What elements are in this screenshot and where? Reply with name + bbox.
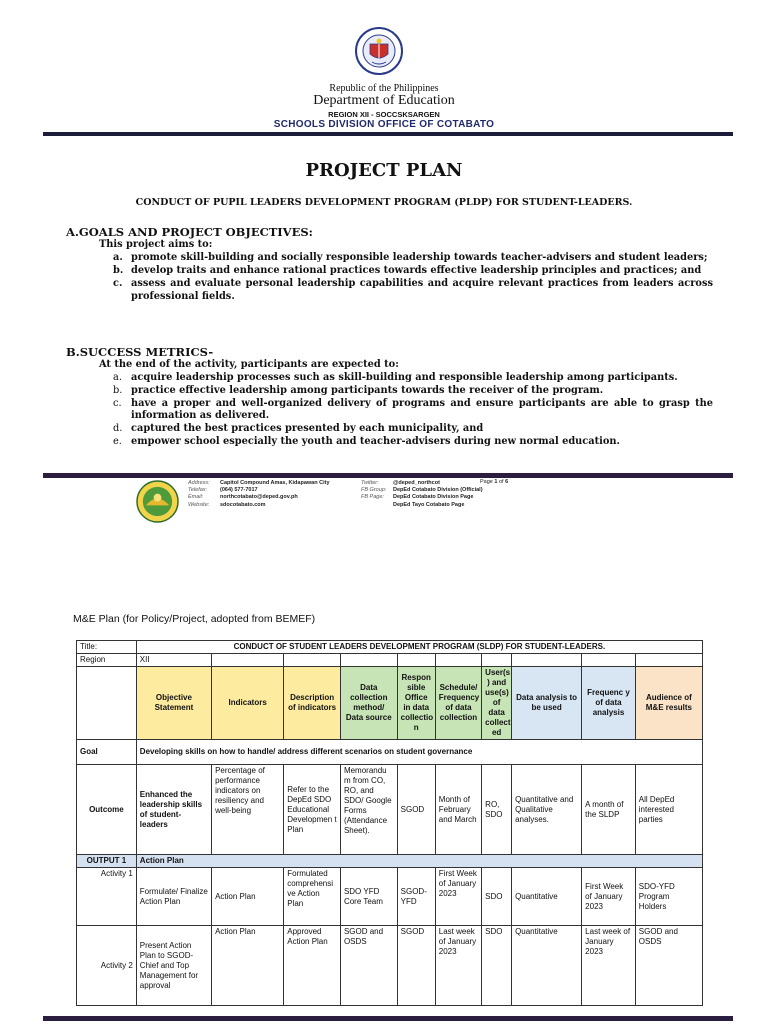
page-total: 6 xyxy=(505,479,509,485)
col-analysis: Data analysis to be used xyxy=(512,667,582,740)
outcome-data-collection: Memorandu m from CO, RO, and SDO/ Google Forms (Attendance Sheet). xyxy=(340,765,397,855)
activity1-analysis: Quantitative xyxy=(512,868,582,926)
col-data-collection: Data collection method/ Data source xyxy=(340,667,397,740)
list-marker: a. xyxy=(113,372,122,383)
activity1-description: Formulated comprehensi ve Action Plan xyxy=(284,868,341,926)
page-title: PROJECT PLAN xyxy=(305,160,463,181)
list-item-text: acquire leadership processes such as skill-building and responsible leadership among participants. xyxy=(131,372,678,383)
list-marker: e. xyxy=(113,435,122,447)
activity1-responsible: SGOD-YFD xyxy=(397,868,435,926)
table-row xyxy=(77,641,703,654)
table-header-row xyxy=(77,667,703,740)
list-item xyxy=(113,423,713,436)
activity1-label: Activity 1 xyxy=(77,868,137,926)
list-item xyxy=(113,251,713,264)
activity2-label: Activity 2 xyxy=(77,926,137,1006)
footer-fb-page-2[interactable]: DepEd Tayo Cotabato Page xyxy=(393,501,465,508)
footer-label: FB Page: xyxy=(361,494,384,501)
outcome-responsible: SGOD xyxy=(397,765,435,855)
list-marker: b. xyxy=(113,384,123,396)
output1-label: OUTPUT 1 xyxy=(77,855,137,868)
activity2-description: Approved Action Plan xyxy=(284,926,341,1006)
section-b-heading: B.SUCCESS METRICS- xyxy=(66,345,214,359)
col-frequency: Frequenc y of data analysis xyxy=(582,667,636,740)
activity2-analysis: Quantitative xyxy=(512,926,582,1006)
outcome-label: Outcome xyxy=(77,765,137,855)
me-plan-table xyxy=(76,640,703,1006)
section-a-list xyxy=(113,251,713,303)
outcome-description: Refer to the DepEd SDO Educational Developmen t Plan xyxy=(284,765,341,855)
list-item-text: assess and evaluate personal leadership capabilities and acquire relevant practices from leaders across professional fields. xyxy=(131,278,713,302)
header-region: REGION XII - SOCCSKSARGEN xyxy=(328,110,440,119)
list-marker: b. xyxy=(113,265,124,276)
outcome-indicators: Percentage of performance indicators on resiliency and well-being xyxy=(212,765,284,855)
list-item xyxy=(113,372,713,385)
empty-cell xyxy=(212,654,284,667)
page-word: Page xyxy=(480,479,493,485)
footer-fb-group[interactable]: DepEd Cotabato Division (Official) xyxy=(393,487,483,494)
footer-twitter[interactable]: @deped_northcot xyxy=(393,480,440,486)
activity1-objective: Formulate/ Finalize Action Plan xyxy=(136,868,211,926)
list-item xyxy=(113,385,713,398)
region-value: XII xyxy=(136,654,211,667)
activity2-users: SDO xyxy=(482,926,512,1006)
table-row xyxy=(77,654,703,667)
activity1-users: SDO xyxy=(482,868,512,926)
list-item xyxy=(113,264,713,277)
list-item-text: develop traits and enhance rational practices towards effective leadership principles and practices; and xyxy=(131,265,702,276)
footer-email[interactable]: northcotabato@deped.gov.ph xyxy=(220,494,298,501)
outcome-objective: Enhanced the leadership skills of student-leaders xyxy=(136,765,211,855)
empty-cell xyxy=(397,654,435,667)
section-b-list xyxy=(113,372,713,449)
footer-contact-left xyxy=(188,480,330,509)
empty-cell xyxy=(435,654,481,667)
empty-cell xyxy=(77,667,137,740)
output1-text: Action Plan xyxy=(136,855,702,868)
page-subtitle: CONDUCT OF PUPIL LEADERS DEVELOPMENT PROGRAM (PLDP) FOR STUDENT-LEADERS. xyxy=(135,197,633,208)
goal-row xyxy=(77,740,703,765)
footer-address: Capitol Compound Amas, Kidapawan City xyxy=(220,480,330,486)
empty-cell xyxy=(284,654,341,667)
outcome-audience: All DepEd interested parties xyxy=(635,765,702,855)
activity2-indicators: Action Plan xyxy=(212,926,284,1006)
empty-cell xyxy=(512,654,582,667)
page-of: of xyxy=(498,479,504,485)
list-item-text: promote skill-building and socially responsible leadership towards teacher-advisers and student leaders; xyxy=(131,252,708,263)
activity1-frequency: First Week of January 2023 xyxy=(582,868,636,926)
footer-contact-right xyxy=(361,480,483,509)
list-item-text: captured the best practices presented by each municipality, and xyxy=(131,423,484,435)
activity2-responsible: SGOD xyxy=(397,926,435,1006)
bottom-divider xyxy=(43,1016,733,1021)
list-marker: d. xyxy=(113,423,123,435)
col-responsible: Respon sible Office in data collectio n xyxy=(397,667,435,740)
list-item xyxy=(113,398,713,424)
section-a-heading: A.GOALS AND PROJECT OBJECTIVES: xyxy=(66,225,313,239)
title-label: Title: xyxy=(77,641,137,654)
section-b-intro: At the end of the activity, participants are expected to: xyxy=(99,359,399,370)
outcome-frequency: A month of the SLDP xyxy=(582,765,636,855)
section-a-intro: This project aims to: xyxy=(99,239,213,250)
region-label: Region xyxy=(77,654,137,667)
empty-cell xyxy=(582,654,636,667)
list-item xyxy=(113,277,713,303)
empty-cell xyxy=(635,654,702,667)
outcome-schedule: Month of February and March xyxy=(435,765,481,855)
list-item-text: practice effective leadership among participants towards the receiver of the program. xyxy=(131,384,604,396)
header-divider xyxy=(43,132,733,136)
activity1-audience: SDO-YFD Program Holders xyxy=(635,868,702,926)
title-value: CONDUCT OF STUDENT LEADERS DEVELOPMENT PROGRAM (SLDP) FOR STUDENT-LEADERS. xyxy=(136,641,702,654)
activity2-objective: Present Action Plan to SGOD-Chief and Top Management for approval xyxy=(136,926,211,1006)
list-item xyxy=(113,436,713,449)
activity1-data-collection: SDO YFD Core Team xyxy=(340,868,397,926)
list-marker: a. xyxy=(113,252,123,263)
goal-text: Developing skills on how to handle/ address different scenarios on student governance xyxy=(136,740,702,765)
col-audience: Audience of M&E results xyxy=(635,667,702,740)
footer-label: Telefax: xyxy=(188,487,208,494)
col-description: Description of indicators xyxy=(284,667,341,740)
footer-label: Twitter: xyxy=(361,480,379,486)
outcome-users: RO, SDO xyxy=(482,765,512,855)
division-logo-icon xyxy=(136,480,179,523)
footer-website[interactable]: sdocotabato.com xyxy=(220,501,266,508)
activity1-schedule: First Week of January 2023 xyxy=(435,868,481,926)
col-objective: Objective Statement xyxy=(136,667,211,740)
me-plan-heading: M&E Plan (for Policy/Project, adopted from BEMEF) xyxy=(73,613,316,625)
outcome-row xyxy=(77,765,703,855)
list-item-text: have a proper and well-organized delivery of programs and ensure participants are able to grasp the information as delivered. xyxy=(131,397,713,422)
list-item-text: empower school especially the youth and teacher-advisers during new normal education. xyxy=(131,435,620,447)
header-department: Department of Education xyxy=(313,93,455,108)
footer-label: Email: xyxy=(188,494,204,501)
list-marker: c. xyxy=(113,397,122,409)
outcome-analysis: Quantitative and Qualitative analyses. xyxy=(512,765,582,855)
header-division: SCHOOLS DIVISION OFFICE OF COTABATO xyxy=(273,119,495,130)
activity2-audience: SGOD and OSDS xyxy=(635,926,702,1006)
page-num: 1 xyxy=(494,479,498,485)
header-republic: Republic of the Philippines xyxy=(329,83,439,94)
col-indicators: Indicators xyxy=(212,667,284,740)
footer-label: FB Group: xyxy=(361,487,387,494)
empty-cell xyxy=(340,654,397,667)
footer-label: Website: xyxy=(188,501,210,508)
footer-divider xyxy=(43,473,733,478)
activity1-indicators: Action Plan xyxy=(212,868,284,926)
col-schedule: Schedule/ Frequency of data collection xyxy=(435,667,481,740)
activity2-schedule: Last week of January 2023 xyxy=(435,926,481,1006)
goal-label: Goal xyxy=(77,740,137,765)
deped-seal-icon xyxy=(354,26,404,76)
activity2-frequency: Last week of January 2023 xyxy=(582,926,636,1006)
output1-row xyxy=(77,855,703,868)
col-users: User(s ) and use(s) of data collect ed xyxy=(482,667,512,740)
footer-telefax: (064) 577-7017 xyxy=(220,487,258,494)
empty-cell xyxy=(482,654,512,667)
footer-page-number xyxy=(480,479,508,486)
list-marker: c. xyxy=(113,278,123,289)
activity1-row xyxy=(77,868,703,926)
footer-label: Address: xyxy=(188,480,210,486)
activity2-data-collection: SGOD and OSDS xyxy=(340,926,397,1006)
activity2-row xyxy=(77,926,703,1006)
footer-fb-page[interactable]: DepEd Cotabato Division Page xyxy=(393,494,474,501)
